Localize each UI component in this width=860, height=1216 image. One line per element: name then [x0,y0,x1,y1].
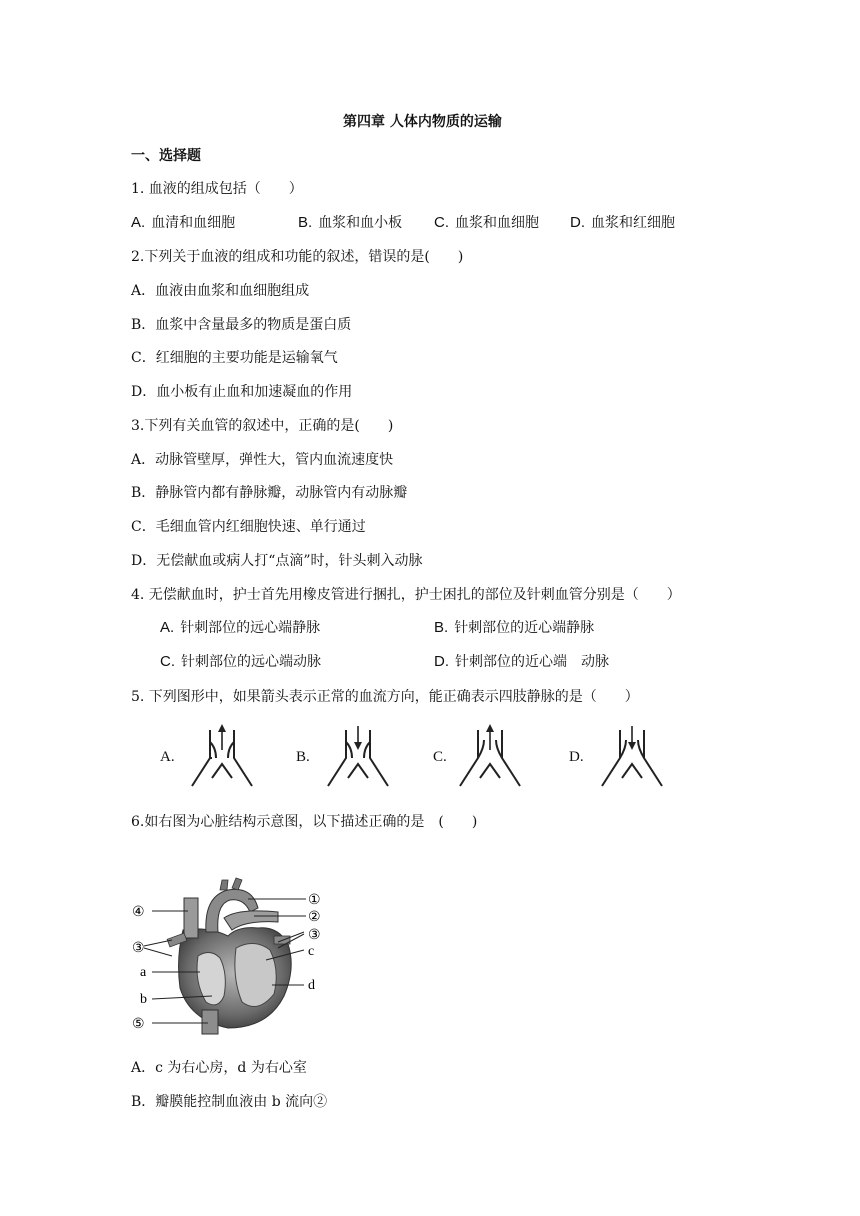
q1-option-d [570,214,675,232]
arrow-up-icon [486,724,494,750]
q3-option-d: D．无偿献血或病人打“点滴”时，针头刺入动脉 [131,553,423,569]
q4-option-d [434,653,609,671]
q3-option-b: B．静脉管内都有静脉瓣，动脉管内有动脉瓣 [131,485,408,501]
vein-diagram-a [190,718,270,790]
option-text: 针刺部位的远心端动脉 [181,654,321,670]
vein-diagram-d [600,718,680,790]
arrow-down-icon [354,726,362,750]
q2-option-a: A．血液由血浆和血细胞组成 [131,283,310,299]
q2-option-b: B．血浆中含量最多的物质是蛋白质 [131,317,352,333]
heart-label-2: ② [308,910,321,925]
heart-label-4: ④ [132,905,145,920]
q2-option-d: D．血小板有止血和加速凝血的作用 [131,384,353,400]
heart-label-d: d [308,978,315,993]
q5-figure-d-label: D. [569,749,584,765]
heart-label-1: ① [308,893,321,908]
q5-figure-b-label: B. [296,749,310,765]
option-letter: A. [131,214,146,231]
heart-label-c: c [308,944,315,959]
option-text: 针刺部位的远心端静脉 [180,620,321,636]
q6-stem: 6.如右图为心脏结构示意图，以下描述正确的是 ( ) [131,814,478,830]
q2-option-c: C．红细胞的主要功能是运输氧气 [131,350,338,366]
option-text: 血浆和血细胞 [455,215,539,231]
q5-figure-a-label: A. [160,749,175,765]
q1-stem: 1. 血液的组成包括（ ） [131,181,303,197]
heart-label-a: a [140,965,147,980]
q1-option-b [298,214,402,232]
q2-stem: 2.下列关于血液的组成和功能的叙述，错误的是( ) [131,249,464,265]
q1-option-c [434,214,539,232]
option-letter: B. [298,214,313,231]
arrow-up-icon [218,724,226,750]
q6-option-a: A．c 为右心房，d 为右心室 [131,1060,307,1076]
q5-figure-c-label: C. [433,749,447,765]
heart-label-3-left: ③ [132,941,145,956]
heart-label-b: b [140,992,147,1007]
option-letter: C. [434,214,449,231]
option-letter: B. [434,619,449,636]
q6-option-b: B．瓣膜能控制血液由 b 流向② [131,1094,328,1110]
heart-diagram [128,878,338,1038]
q4-option-b [434,619,594,637]
option-text: 针刺部位的近心端 动脉 [455,654,609,670]
section-heading: 一、选择题 [131,148,201,164]
option-letter: D. [570,214,585,231]
q4-option-c [160,653,321,671]
vein-diagram-b [326,718,406,790]
q5-stem: 5. 下列图形中，如果箭头表示正常的血流方向，能正确表示四肢静脉的是（ ） [131,689,639,705]
option-letter: C. [160,653,175,670]
q4-stem: 4. 无偿献血时，护士首先用橡皮管进行捆扎，护士困扎的部位及针刺血管分别是（ ） [131,587,681,603]
q3-option-a: A．动脉管壁厚，弹性大，管内血流速度快 [131,452,394,468]
option-text: 针刺部位的近心端静脉 [454,620,595,636]
option-text: 血浆和血小板 [318,215,403,231]
q4-option-a [160,619,320,637]
heart-label-3-right: ③ [308,928,321,943]
option-text: 血清和血细胞 [151,215,236,231]
heart-label-5: ⑤ [132,1017,145,1032]
option-letter: A. [160,619,175,636]
arrow-down-icon [628,726,636,750]
page-title: 第四章 人体内物质的运输 [343,114,502,130]
q3-option-c: C．毛细血管内红细胞快速、单行通过 [131,519,366,535]
option-letter: D. [434,653,449,670]
q3-stem: 3.下列有关血管的叙述中，正确的是( ) [131,418,394,434]
option-text: 血浆和红细胞 [591,215,675,231]
q1-option-a [131,214,235,232]
vein-diagram-c [458,718,538,790]
